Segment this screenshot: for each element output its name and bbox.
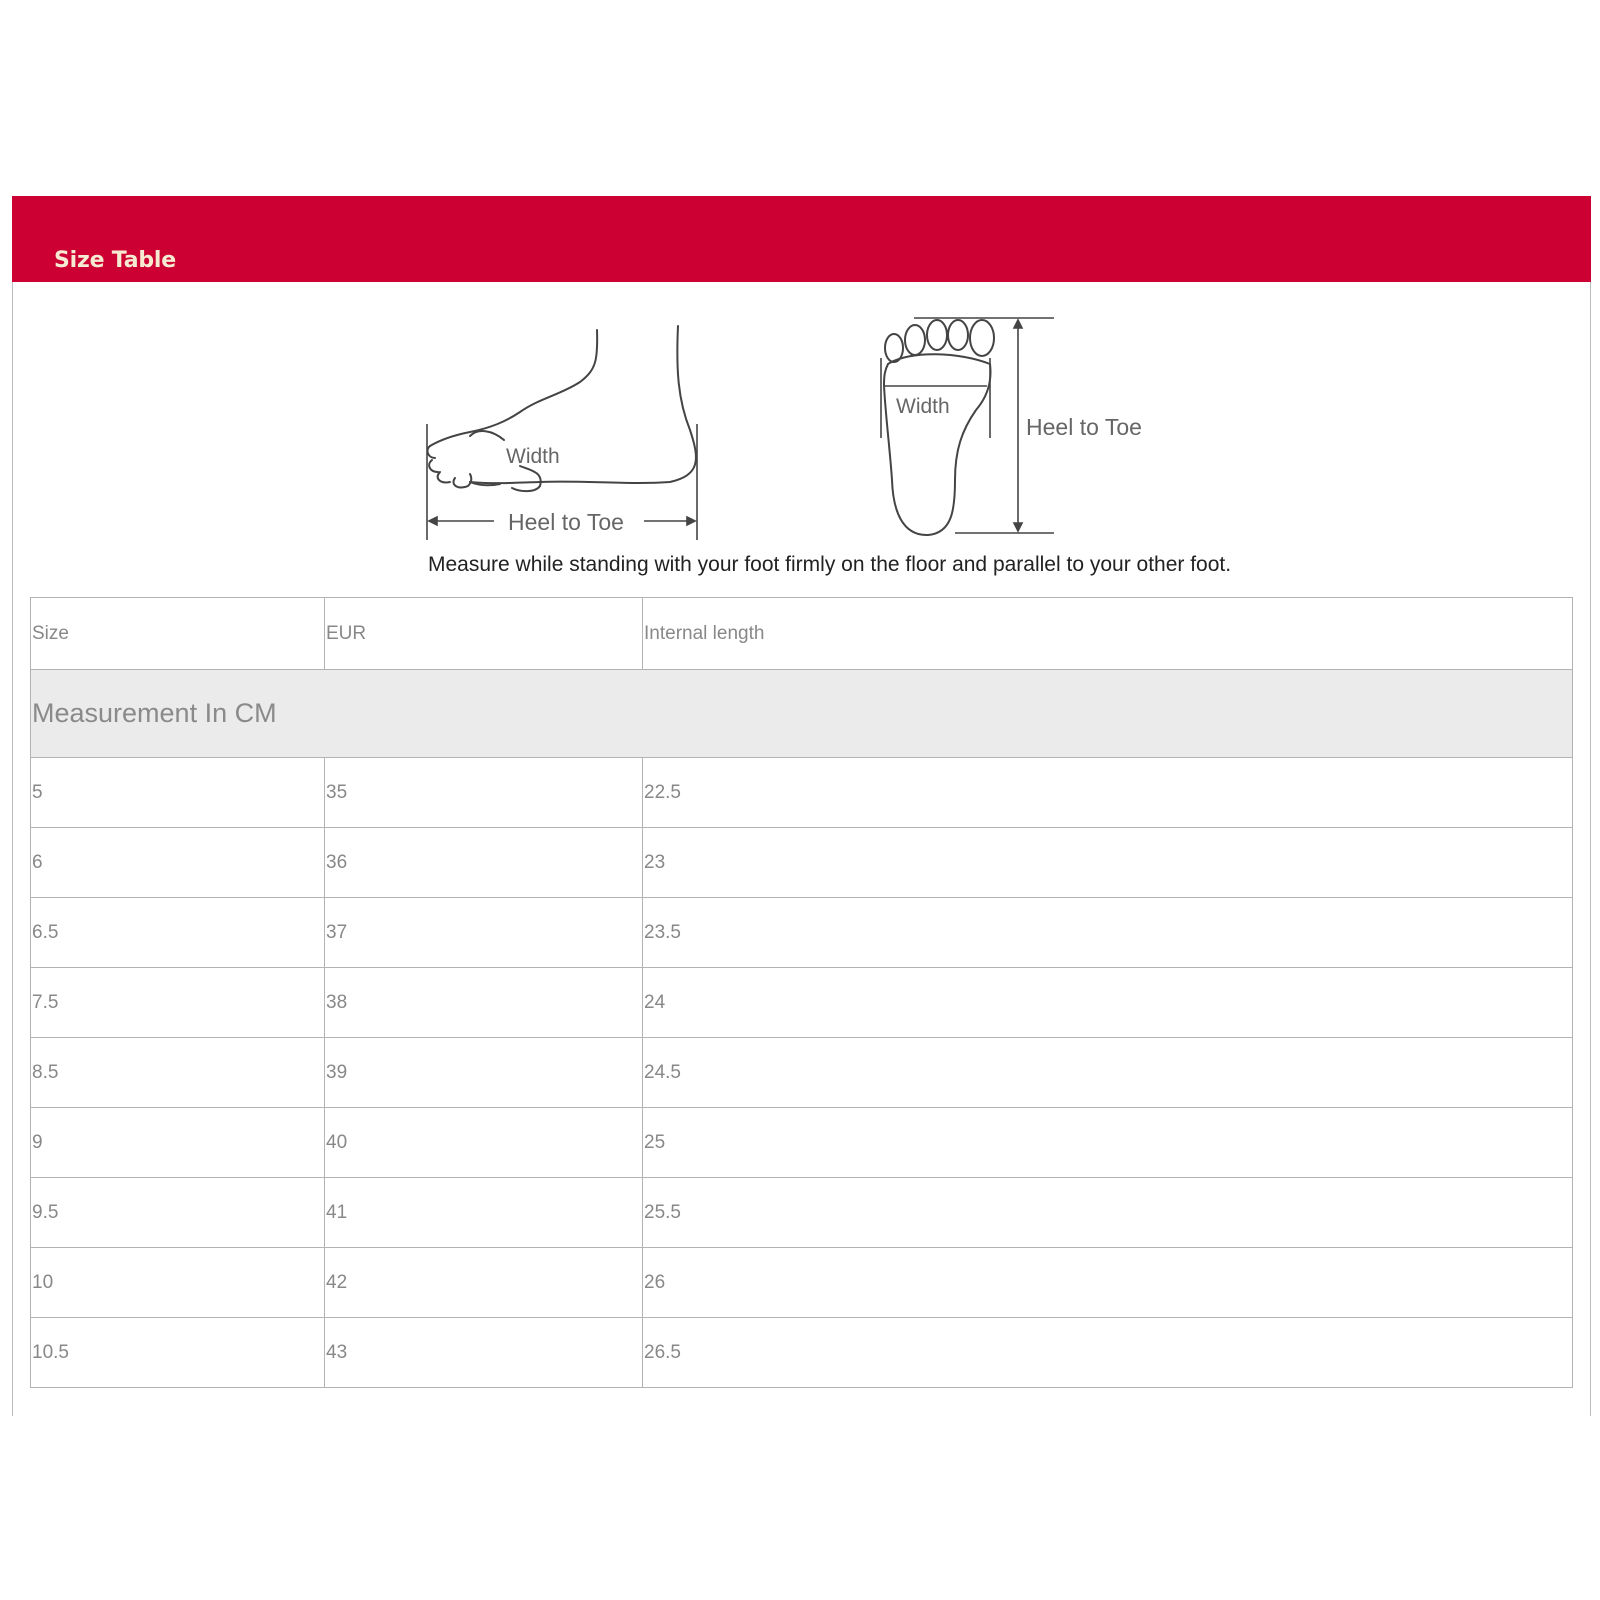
table-row (31, 1108, 1573, 1178)
section-row (31, 670, 1573, 758)
internal-length-cell: 25.5 (643, 1178, 1573, 1248)
internal-length-cell: 24 (643, 968, 1573, 1038)
size-cell: 10 (31, 1248, 325, 1318)
eur-cell: 40 (325, 1108, 643, 1178)
sole-foot-icon (884, 320, 994, 535)
internal-length-cell: 26 (643, 1248, 1573, 1318)
eur-cell: 37 (325, 898, 643, 968)
table-row (31, 968, 1573, 1038)
internal-length-cell: 23.5 (643, 898, 1573, 968)
table-row (31, 1178, 1573, 1248)
eur-cell: 38 (325, 968, 643, 1038)
eur-cell: 41 (325, 1178, 643, 1248)
table-row (31, 758, 1573, 828)
internal-length-cell: 22.5 (643, 758, 1573, 828)
internal-length-cell: 25 (643, 1108, 1573, 1178)
header-bar (12, 196, 1591, 282)
size-cell: 6 (31, 828, 325, 898)
column-header-size: Size (31, 598, 325, 670)
size-cell: 5 (31, 758, 325, 828)
internal-length-cell: 23 (643, 828, 1573, 898)
table-row (31, 1038, 1573, 1108)
column-header-eur: EUR (325, 598, 643, 670)
eur-cell: 39 (325, 1038, 643, 1108)
section-label: Measurement In CM (31, 670, 1573, 758)
table-row (31, 828, 1573, 898)
size-cell: 6.5 (31, 898, 325, 968)
header-title: Size Table (54, 248, 176, 273)
size-cell: 10.5 (31, 1318, 325, 1388)
column-header-internal-length: Internal length (643, 598, 1573, 670)
table-row (31, 1318, 1573, 1388)
foot-measurement-illustration (0, 300, 1600, 550)
size-cell: 9 (31, 1108, 325, 1178)
table-header-row (31, 598, 1573, 670)
side-foot-icon (428, 326, 696, 491)
eur-cell: 43 (325, 1318, 643, 1388)
sole-width-label: Width (896, 395, 950, 418)
table-row (31, 1248, 1573, 1318)
size-table (30, 597, 1573, 1388)
sole-length-label: Heel to Toe (1026, 414, 1142, 440)
internal-length-cell: 26.5 (643, 1318, 1573, 1388)
eur-cell: 36 (325, 828, 643, 898)
internal-length-cell: 24.5 (643, 1038, 1573, 1108)
size-cell: 9.5 (31, 1178, 325, 1248)
side-width-label: Width (506, 445, 560, 468)
eur-cell: 35 (325, 758, 643, 828)
table-row (31, 898, 1573, 968)
side-length-label: Heel to Toe (508, 509, 624, 535)
measurement-instruction: Measure while standing with your foot firmly on the floor and parallel to your other foot. (428, 553, 1232, 576)
size-cell: 8.5 (31, 1038, 325, 1108)
eur-cell: 42 (325, 1248, 643, 1318)
size-cell: 7.5 (31, 968, 325, 1038)
